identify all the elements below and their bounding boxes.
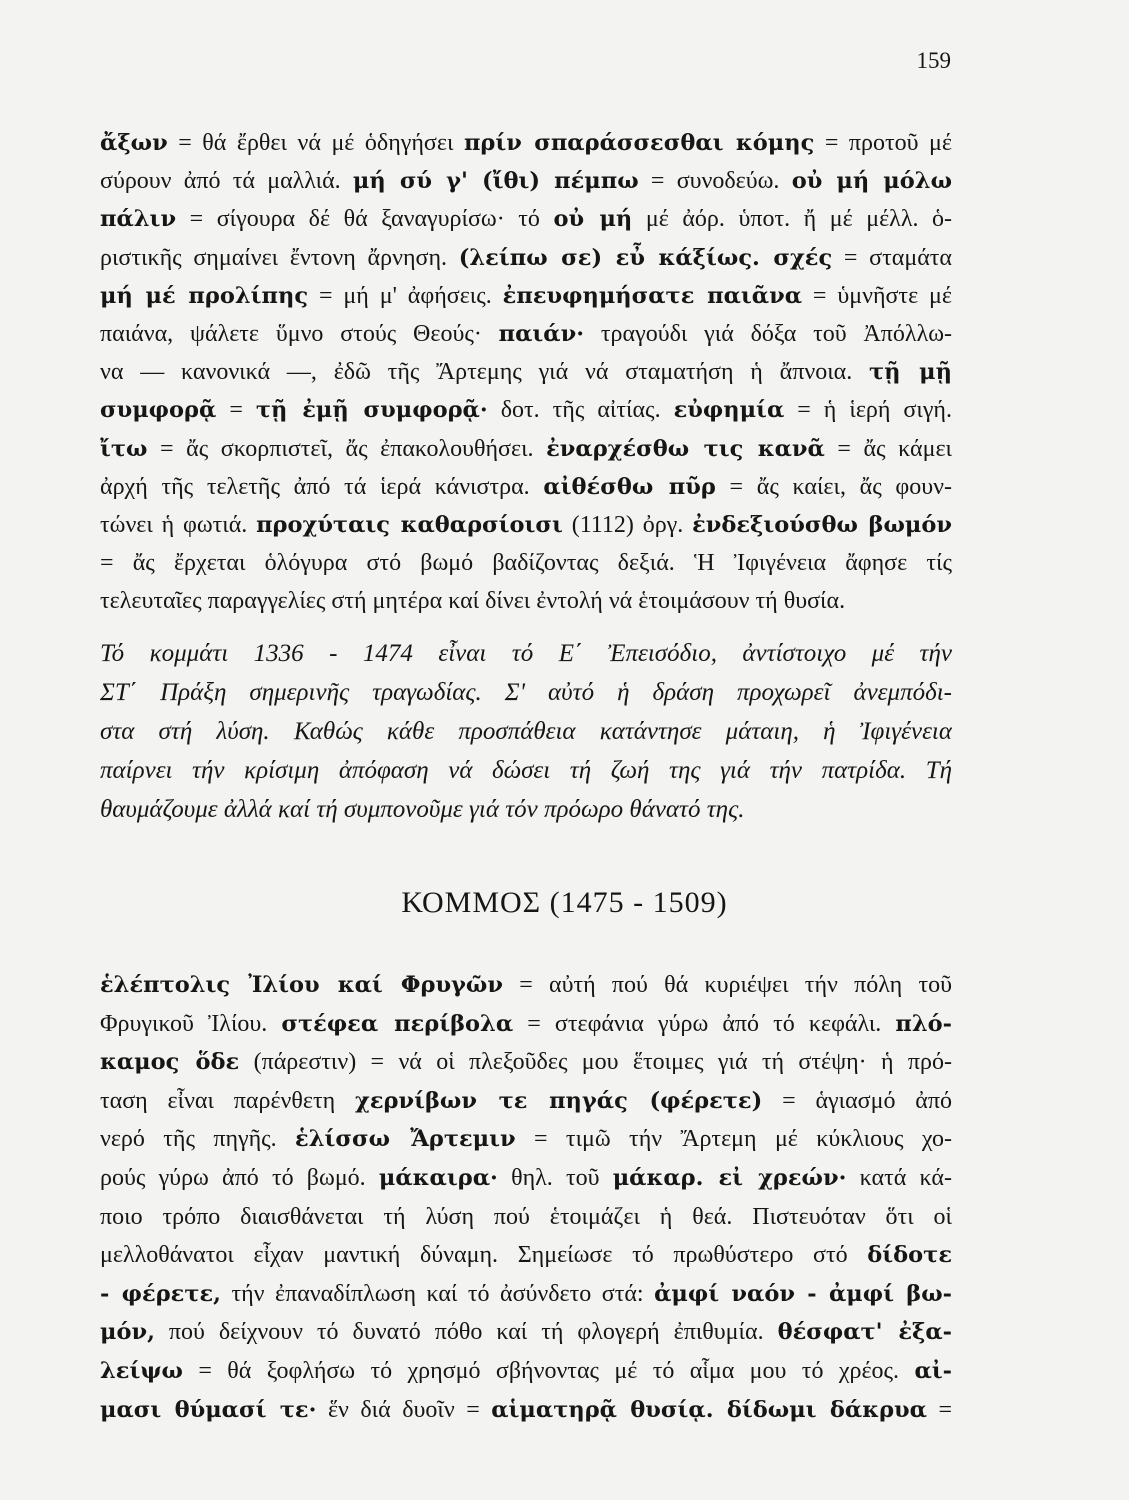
section-intro <box>100 634 952 829</box>
bold-term: μή σύ γ' (ἴθι) πέμπω <box>352 168 639 195</box>
text-run: να — κανονικά —, ἐδῶ τῆς Ἄρτεμης γιά νά σταματήση ἡ ἄπνοια. <box>100 359 870 386</box>
text-run: (1112) ὀργ. <box>562 511 693 538</box>
text-run: = θά ἔρθει νά μέ ὁδηγήσει <box>167 130 464 156</box>
text-run: δοτ. τῆς αἰτίας. <box>487 397 674 424</box>
commentary-line <box>100 506 952 544</box>
commentary-line <box>100 162 952 200</box>
bold-term: τῇ μῇ <box>869 359 952 386</box>
text-run: ριστικῆς σημαίνει ἔντονη ἄρνηση. <box>100 244 459 271</box>
text-run: = ἄς ἔρχεται ὁλόγυρα στό βωμό βαδίζοντας δεξιά. Ἡ Ἰφιγένεια ἄφησε τίς <box>100 550 952 577</box>
text-run: μελλοθάνατοι εἶχαν μαντική δύναμη. Σημείωσε τό πρωθύστερο στό <box>100 1242 868 1269</box>
text-run: = θά ξοφλήσω τό χρησμό σβήνοντας μέ τό αἷμα μου τό χρέος. <box>182 1357 915 1384</box>
bold-term: αἱματηρᾷ θυσίᾳ. δίδωμι δάκρυα <box>491 1396 927 1423</box>
glossary-line <box>100 966 952 1005</box>
text-run: σύρουν ἀπό τά μαλλιά. <box>100 168 353 195</box>
bold-term: ἐναρχέσθω τις κανᾶ <box>546 435 825 462</box>
intro-line: Τό κομμάτι 1336 - 1474 εἶναι τό Ε΄ Ἐπεισόδιο, ἀντίστοιχο μέ τήν <box>100 640 952 667</box>
bold-term: προχύταις καθαρσίοισι <box>256 511 563 538</box>
bold-term: μή μέ προλίπης <box>100 282 309 309</box>
glossary-line <box>100 1159 952 1198</box>
commentary-line <box>100 277 952 315</box>
text-run: ποιο τρόπο διαισθάνεται τή λύση πού ἑτοιμάζει ἡ θεά. Πιστευόταν ὅτι οἱ <box>100 1203 952 1230</box>
bold-term: χερνίβων τε πηγάς (φέρετε) <box>355 1087 763 1114</box>
text-run: = αὐτή πού θά κυριέψει τήν πόλη τοῦ <box>502 972 952 998</box>
bold-term: ἑλέπτολις Ἰλίου καί Φρυγῶν <box>100 972 503 998</box>
bold-term: στέφεα περίβολα <box>281 1010 514 1037</box>
text-run: παιάνα, ψάλετε ὕμνο στούς Θεούς· <box>100 320 499 347</box>
bold-term: ἐπευφημήσατε παιᾶνα <box>502 282 803 309</box>
text-run: = <box>216 397 256 424</box>
bold-term: ἴτω <box>100 435 148 462</box>
text-run: πού δείχνουν τό δυνατό πόθο καί τή φλογερή ἐπιθυμία. <box>154 1319 778 1346</box>
text-run: τήν ἐπαναδίπλωση καί τό ἀσύνδετο στά: <box>220 1280 655 1307</box>
bold-term: τῇ ἐμῇ συμφορᾷ· <box>255 397 488 424</box>
glossary-line <box>100 1391 952 1430</box>
bold-term: (λείπω σε) εὖ κάξίως. σχές <box>458 244 833 271</box>
bold-term: συμφορᾷ <box>100 397 217 424</box>
commentary-line <box>100 468 952 506</box>
glossary-line <box>100 1120 952 1159</box>
bold-term: οὐ μή <box>553 206 633 233</box>
glossary-line <box>100 1313 952 1352</box>
glossary-line <box>100 1236 952 1275</box>
bold-term: μόν, <box>100 1319 155 1346</box>
bold-term: - φέρετε, <box>100 1280 221 1307</box>
text-run: τελευταῖες παραγγελίες στή μητέρα καί δίνει ἐντολή νά ἑτοιμάσουν τή θυσία. <box>100 588 846 615</box>
text-run: νερό τῆς πηγῆς. <box>100 1126 296 1153</box>
bold-term: οὐ μή μόλω <box>791 168 952 195</box>
commentary-line <box>100 353 952 391</box>
text-run: θηλ. τοῦ <box>497 1164 613 1191</box>
text-run: = σίγουρα δέ θά ξαναγυρίσω· τό <box>176 206 554 233</box>
text-run: = ἡ ἱερή σιγή. <box>784 397 952 424</box>
glossary-line <box>100 1005 952 1044</box>
text-run: = μή μ' ἀφήσεις. <box>308 282 503 309</box>
section-heading: ΚΟΜΜΟΣ (1475 - 1509) <box>401 886 728 919</box>
intro-line: θαυμάζουμε ἀλλά καί τή συμπονοῦμε γιά τόν πρόωρο θάνατό της. <box>100 796 745 823</box>
glossary-block <box>100 966 952 1429</box>
text-run: = σταμάτα <box>832 244 952 271</box>
commentary-line <box>100 544 952 582</box>
bold-term: λείψω <box>100 1357 183 1384</box>
bold-term: πλό- <box>895 1010 952 1037</box>
bold-term: παιάν· <box>498 320 585 347</box>
bold-term: εὐφημία <box>673 397 785 424</box>
bold-term: αἰ- <box>914 1357 952 1384</box>
text-run: = ἄς καίει, ἄς φουν- <box>715 473 952 500</box>
bold-term: μασι θύμασί τε· <box>100 1396 317 1423</box>
text-run: (πάρεστιν) = νά οἱ πλεξοῦδες μου ἕτοιμες γιά τή στέψη· ἡ πρό- <box>239 1049 952 1076</box>
text-run: μέ ἀόρ. ὑποτ. ἤ μέ μέλλ. ὁ- <box>632 206 952 233</box>
text-run: ἕν διά δυοῖν = <box>316 1396 492 1423</box>
bold-term: ἐνδεξιούσθω βωμόν <box>692 511 952 538</box>
text-run: ρούς γύρω ἀπό τό βωμό. <box>100 1164 379 1191</box>
bold-term: θέσφατ' ἐξα- <box>777 1319 952 1346</box>
text-run: = προτοῦ μέ <box>814 130 952 156</box>
bold-term: μάκαιρα· <box>378 1164 498 1191</box>
text-run: = ἁγιασμό ἀπό <box>762 1087 952 1114</box>
text-run: = ὑμνῆστε μέ <box>802 282 952 309</box>
text-run: τραγούδι γιά δόξα τοῦ Ἀπόλλω- <box>584 320 952 347</box>
bold-term: ἑλίσσω Ἄρτεμιν <box>295 1126 516 1153</box>
commentary-line <box>100 200 952 238</box>
bold-term: καμος ὅδε <box>100 1049 240 1076</box>
commentary-line <box>100 239 952 277</box>
text-run: ταση εἶναι παρένθετη <box>100 1087 356 1114</box>
text-run: ἀρχή τῆς τελετῆς ἀπό τά ἱερά κάνιστρα. <box>100 473 544 500</box>
bold-term: ἀμφί ναόν - ἀμφί βω- <box>654 1280 952 1307</box>
text-run: = στεφάνια γύρω ἀπό τό κεφάλι. <box>513 1010 896 1037</box>
commentary-line <box>100 124 952 162</box>
commentary-line <box>100 430 952 468</box>
intro-line: στα στή λύση. Καθώς κάθε προσπάθεια κατάντησε μάταιη, ἡ Ἰφιγένεια <box>100 718 952 745</box>
glossary-line <box>100 1043 952 1082</box>
text-run: = τιμῶ τήν Ἄρτεμη μέ κύκλιους χο- <box>515 1126 952 1153</box>
page-number: 159 <box>916 48 951 73</box>
text-run: κατά κά- <box>846 1164 952 1191</box>
commentary-line <box>100 315 952 353</box>
bold-term: πρίν σπαράσσεσθαι κόμης <box>463 130 815 156</box>
text-run: Φρυγικοῦ Ἰλίου. <box>100 1010 282 1037</box>
glossary-line <box>100 1082 952 1121</box>
text-run: = συνοδεύω. <box>638 168 792 195</box>
glossary-line <box>100 1352 952 1391</box>
glossary-line <box>100 1198 952 1237</box>
commentary-block <box>100 124 952 620</box>
bold-term: πάλιν <box>100 206 177 233</box>
bold-term: ἄξων <box>100 130 168 156</box>
text-run: = ἄς σκορπιστεῖ, ἄς ἐπακολουθήσει. <box>147 435 547 462</box>
bold-term: αἰθέσθω πῦρ <box>543 473 716 500</box>
text-run: τώνει ἡ φωτιά. <box>100 511 257 538</box>
text-run: = ἄς κάμει <box>824 435 952 462</box>
intro-line: ΣΤ΄ Πράξη σημερινῆς τραγωδίας. Σ' αὐτό ἡ δράση προχωρεῖ ἀνεμπόδι- <box>100 679 952 706</box>
bold-term: μάκαρ. εἰ χρεών· <box>612 1164 847 1191</box>
intro-line: παίρνει τήν κρίσιμη ἀπόφαση νά δώσει τή ζωή της γιά τήν πατρίδα. Τή <box>100 757 952 784</box>
text-run: = <box>926 1396 952 1423</box>
commentary-line <box>100 391 952 429</box>
glossary-line <box>100 1275 952 1314</box>
commentary-line <box>100 582 952 620</box>
bold-term: δίδοτε <box>867 1242 952 1269</box>
